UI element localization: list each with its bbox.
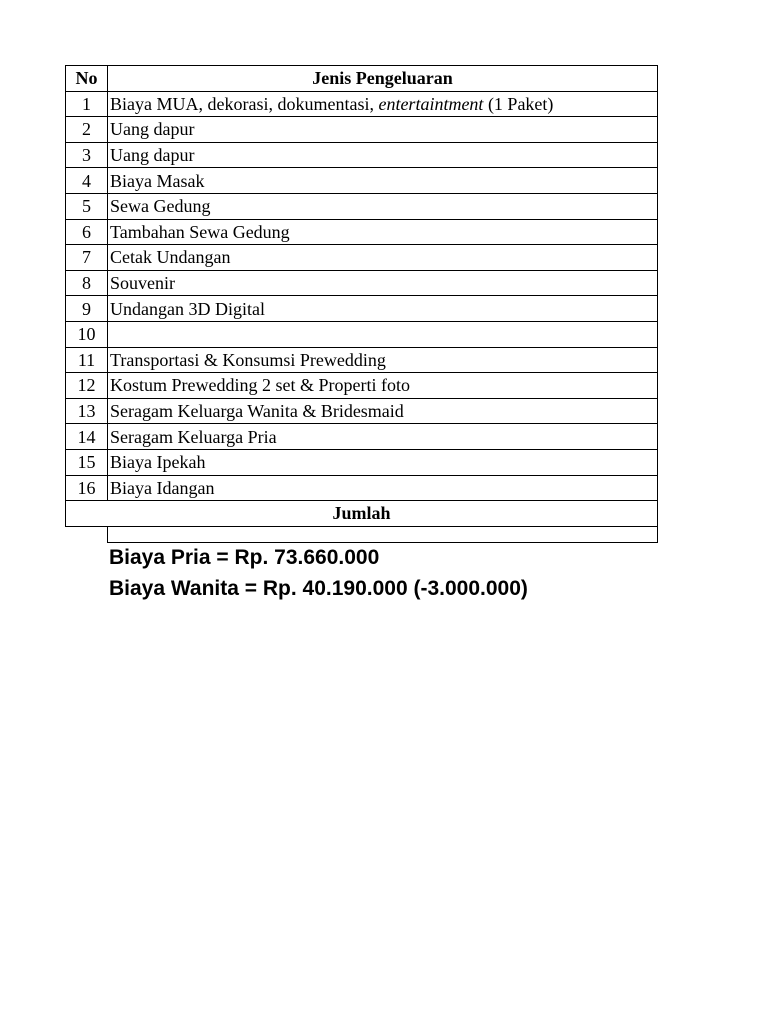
row-description: Souvenir — [108, 270, 658, 296]
header-no: No — [66, 66, 108, 92]
row-description: Biaya Masak — [108, 168, 658, 194]
row-description-italic: entertaintment — [378, 93, 484, 114]
table-row — [66, 373, 658, 399]
row-description: Biaya Idangan — [108, 475, 658, 501]
row-description-text: Biaya MUA, dekorasi, dokumentasi, — [110, 93, 379, 114]
table-header-row — [66, 66, 658, 92]
row-description — [108, 321, 658, 347]
total-label: Jumlah — [66, 501, 658, 527]
row-number: 10 — [66, 321, 108, 347]
row-description: Biaya Ipekah — [108, 449, 658, 475]
row-description: Seragam Keluarga Pria — [108, 424, 658, 450]
table-row — [66, 117, 658, 143]
table-row — [66, 168, 658, 194]
row-number: 13 — [66, 398, 108, 424]
row-number: 6 — [66, 219, 108, 245]
table-row — [66, 321, 658, 347]
row-number: 3 — [66, 142, 108, 168]
total-row — [66, 501, 658, 527]
row-number: 2 — [66, 117, 108, 143]
row-description: Seragam Keluarga Wanita & Bridesmaid — [108, 398, 658, 424]
table-row — [66, 193, 658, 219]
table-row — [66, 475, 658, 501]
row-description: Uang dapur — [108, 142, 658, 168]
table-row — [66, 219, 658, 245]
row-description: Transportasi & Konsumsi Prewedding — [108, 347, 658, 373]
row-number: 7 — [66, 245, 108, 271]
row-number: 9 — [66, 296, 108, 322]
table-row — [66, 449, 658, 475]
row-description: Kostum Prewedding 2 set & Properti foto — [108, 373, 658, 399]
table-row — [66, 245, 658, 271]
total-value-row — [66, 526, 658, 542]
header-description: Jenis Pengeluaran — [108, 66, 658, 92]
table-row — [66, 91, 658, 117]
bride-cost-note: Biaya Wanita = Rp. 40.190.000 (-3.000.000) — [109, 577, 528, 600]
row-description-suffix: (1 Paket) — [483, 93, 554, 114]
row-number: 15 — [66, 449, 108, 475]
row-number: 11 — [66, 347, 108, 373]
table-row — [66, 424, 658, 450]
row-description: Undangan 3D Digital — [108, 296, 658, 322]
row-number: 8 — [66, 270, 108, 296]
cost-summary — [109, 542, 528, 604]
row-number: 16 — [66, 475, 108, 501]
table-row — [66, 398, 658, 424]
row-description: Uang dapur — [108, 117, 658, 143]
total-value — [108, 526, 658, 542]
row-number: 14 — [66, 424, 108, 450]
groom-cost-note: Biaya Pria = Rp. 73.660.000 — [109, 546, 380, 569]
table-row — [66, 347, 658, 373]
row-number: 1 — [66, 91, 108, 117]
row-description: Tambahan Sewa Gedung — [108, 219, 658, 245]
expense-table — [65, 65, 658, 543]
row-number: 12 — [66, 373, 108, 399]
total-spacer — [66, 526, 108, 542]
row-number: 4 — [66, 168, 108, 194]
table-row — [66, 296, 658, 322]
table-row — [66, 270, 658, 296]
row-number: 5 — [66, 193, 108, 219]
row-description: Cetak Undangan — [108, 245, 658, 271]
row-description — [108, 91, 658, 117]
row-description: Sewa Gedung — [108, 193, 658, 219]
table-row — [66, 142, 658, 168]
